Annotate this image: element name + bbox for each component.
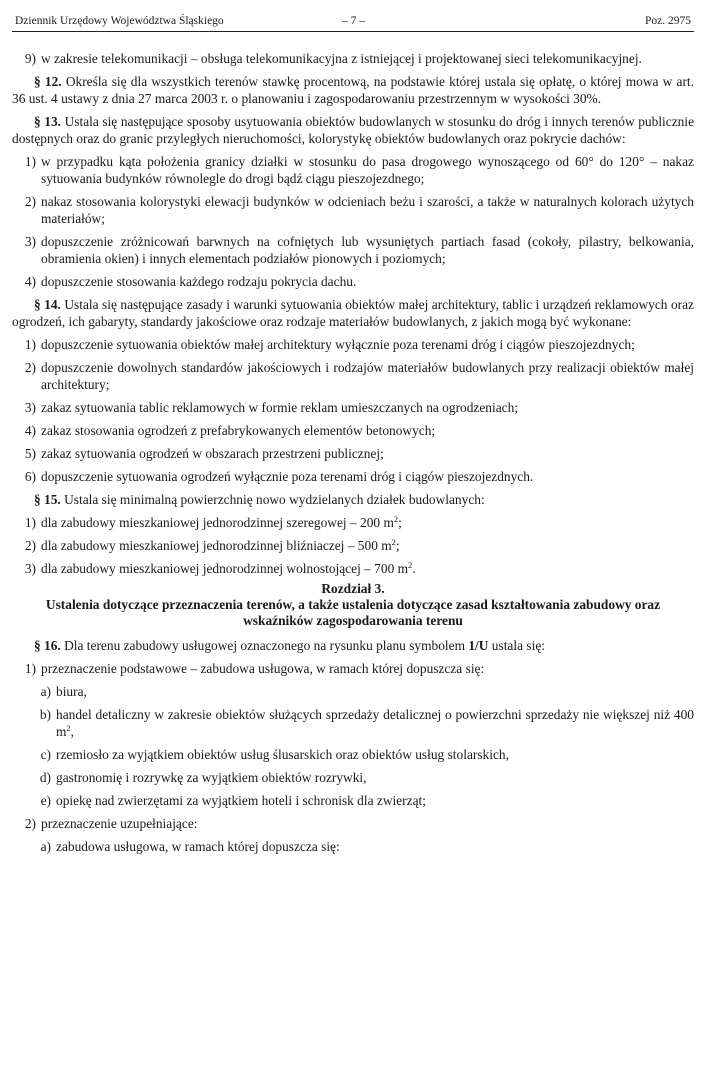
item-text: dopuszczenie sytuowania obiektów małej architektury wyłącznie poza terenami dróg i ciągów pieszojezdnych; xyxy=(41,337,635,352)
item-number: 1) xyxy=(24,154,36,169)
section-text-end: ustala się: xyxy=(488,638,545,653)
section-label: § 16. xyxy=(34,638,61,653)
item-text: w przypadku kąta położenia granicy działki w stosunku do pasa drogowego wynoszącego od 60° do 120° – nakaz sytuowania budynków równolegle do drogi bądź ciągu pieszojezdnego; xyxy=(41,154,694,186)
section-text: Ustala się następujące sposoby usytuowania obiektów budowlanych w stosunku do dróg i innych terenów publicznie dostępnych oraz do granic przyległych nieruchomości, kolorystykę obiektów budowlanych oraz pokrycie dachów: xyxy=(12,114,695,146)
item-text: przeznaczenie uzupełniające: xyxy=(41,816,198,831)
list-item xyxy=(12,422,694,439)
section-16 xyxy=(12,637,694,654)
item-text: dopuszczenie zróżnicowań barwnych na cofniętych lub wysuniętych partiach fasad (cokoły, pilastry, belkowania, obramienia okien) i innych elementach podziałów pionowych i poziomych; xyxy=(41,234,694,266)
sub-item-text-main: handel detaliczny w zakresie obiektów służących sprzedaży detalicznej o powierzchni sprzedaży nie większej niż 400 m xyxy=(56,707,694,739)
section-label: § 15. xyxy=(34,492,61,507)
list-item xyxy=(12,336,694,353)
sub-item-text: biura, xyxy=(56,684,87,699)
item-number: 2) xyxy=(24,816,36,831)
chapter-subtitle: Ustalenia dotyczące przeznaczenia terenów, a także ustalenia dotyczące zasad kształtowania zabudowy oraz wskaźników zagospodarowania terenu xyxy=(45,597,661,628)
list-item xyxy=(12,514,694,531)
list-item xyxy=(12,273,694,290)
sub-item xyxy=(12,792,694,809)
item-number: 1) xyxy=(24,661,36,676)
list-item xyxy=(12,399,694,416)
chapter-heading xyxy=(12,581,694,629)
sub-item-text: rzemiosło za wyjątkiem obiektów usług ślusarskich oraz obiektów usług stolarskich, xyxy=(56,747,509,762)
zone-symbol: 1/U xyxy=(468,638,489,653)
section-text: Ustala się minimalną powierzchnię nowo wydzielanych działek budowlanych: xyxy=(60,492,485,507)
list-item xyxy=(12,193,694,227)
sub-item xyxy=(12,683,694,700)
superscript: 2 xyxy=(66,723,71,733)
item-number: 4) xyxy=(24,274,36,289)
superscript: 2 xyxy=(391,537,396,547)
item-text xyxy=(41,514,694,531)
section-text: Dla terenu zabudowy usługowej oznaczonego na rysunku planu symbolem xyxy=(60,638,469,653)
list-item xyxy=(12,560,694,577)
list-item xyxy=(12,468,694,485)
item-number: 2) xyxy=(24,194,36,209)
item-number: 3) xyxy=(24,234,36,249)
section-label: § 14. xyxy=(34,297,61,312)
page-number: – 7 – xyxy=(342,15,365,27)
item-number: 6) xyxy=(24,469,36,484)
item-text: zakaz stosowania ogrodzeń z prefabrykowanych elementów betonowych; xyxy=(41,423,436,438)
list-item xyxy=(12,815,694,832)
section-label: § 13. xyxy=(34,114,62,129)
sub-item-letter: c) xyxy=(40,747,51,762)
item-text-main: dla zabudowy mieszkaniowej jednorodzinnej szeregowej – 200 m xyxy=(41,515,394,530)
page-header xyxy=(12,14,694,32)
section-13 xyxy=(12,113,694,147)
sub-item xyxy=(12,769,694,786)
sub-item xyxy=(12,838,694,855)
item-number: 1) xyxy=(24,337,36,352)
item-text: dopuszczenie sytuowania ogrodzeń wyłącznie poza terenami dróg i ciągów pieszojezdnych. xyxy=(41,469,534,484)
item-text-main: dla zabudowy mieszkaniowej jednorodzinnej wolnostojącej – 700 m xyxy=(41,561,409,576)
item-number: 2) xyxy=(24,538,36,553)
sub-item-text: zabudowa usługowa, w ramach której dopuszcza się: xyxy=(56,839,340,854)
list-item xyxy=(12,233,694,267)
sub-item-text-tail: , xyxy=(70,724,75,739)
item-number: 1) xyxy=(24,515,36,530)
sub-item-letter: b) xyxy=(39,707,51,722)
sub-item xyxy=(12,706,694,740)
sub-item-letter: a) xyxy=(40,684,51,699)
item-number: 9) xyxy=(24,51,36,66)
position-number: Poz. 2975 xyxy=(645,15,691,27)
section-label: § 12. xyxy=(34,74,62,89)
item-text: nakaz stosowania kolorystyki elewacji budynków w odcieniach beżu i szarości, a także w naturalnych kolorach użytych materiałów; xyxy=(41,194,694,226)
item-text xyxy=(41,537,694,554)
item-number: 3) xyxy=(24,561,36,576)
section-text: Określa się dla wszystkich terenów stawkę procentową, na podstawie której ustala się opłatę, o której mowa w art. 36 ust. 4 ustawy z dnia 27 marca 2003 r. o planowaniu i zagospodarowaniu przestrzennym w wysokości 30%. xyxy=(12,74,694,106)
item-text-tail: ; xyxy=(398,515,402,530)
item-text: zakaz sytuowania tablic reklamowych w formie reklam umieszczanych na ogrodzeniach; xyxy=(41,400,519,415)
section-12 xyxy=(12,73,694,107)
journal-title: Dziennik Urzędowy Województwa Śląskiego xyxy=(15,15,224,27)
item-text: dopuszczenie dowolnych standardów jakościowych i rodzajów materiałów budowlanych przy realizacji obiektów małej architektury; xyxy=(41,360,694,392)
sub-item-text xyxy=(56,706,694,740)
item-text xyxy=(41,560,694,577)
chapter-title: Rozdział 3. xyxy=(321,581,385,596)
item-text-tail: . xyxy=(412,561,416,576)
item-text-tail: ; xyxy=(395,538,400,553)
section-text: Ustala się następujące zasady i warunki sytuowania obiektów małej architektury, tablic i urządzeń reklamowych oraz ogrodzeń, ich gabaryty, standardy jakościowe oraz rodzaje materiałów budowlanych, z jakich mogą być wykonane: xyxy=(12,297,694,329)
list-item xyxy=(12,50,694,67)
list-item xyxy=(12,537,694,554)
item-text: dopuszczenie stosowania każdego rodzaju pokrycia dachu. xyxy=(41,274,357,289)
item-text: zakaz sytuowania ogrodzeń w obszarach przestrzeni publicznej; xyxy=(41,446,384,461)
item-number: 5) xyxy=(24,446,36,461)
item-number: 4) xyxy=(24,423,36,438)
sub-item xyxy=(12,746,694,763)
item-text: przeznaczenie podstawowe – zabudowa usługowa, w ramach której dopuszcza się: xyxy=(41,661,485,676)
section-15 xyxy=(12,491,694,508)
item-number: 3) xyxy=(24,400,36,415)
sub-item-text: gastronomię i rozrywkę za wyjątkiem obiektów rozrywki, xyxy=(56,770,367,785)
item-text-main: dla zabudowy mieszkaniowej jednorodzinnej bliźniaczej – 500 m xyxy=(41,538,392,553)
list-item xyxy=(12,153,694,187)
sub-item-letter: d) xyxy=(39,770,51,785)
list-item xyxy=(12,660,694,677)
section-14 xyxy=(12,296,694,330)
sub-item-letter: e) xyxy=(40,793,51,808)
sub-item-letter: a) xyxy=(40,839,51,854)
sub-item-text: opiekę nad zwierzętami za wyjątkiem hoteli i schronisk dla zwierząt; xyxy=(56,793,426,808)
superscript: 2 xyxy=(408,560,413,570)
list-item xyxy=(12,359,694,393)
item-text: w zakresie telekomunikacji – obsługa telekomunikacyjna z istniejącej i projektowanej sieci telekomunikacyjnej. xyxy=(41,51,642,66)
item-number: 2) xyxy=(24,360,36,375)
list-item xyxy=(12,445,694,462)
superscript: 2 xyxy=(393,514,399,524)
